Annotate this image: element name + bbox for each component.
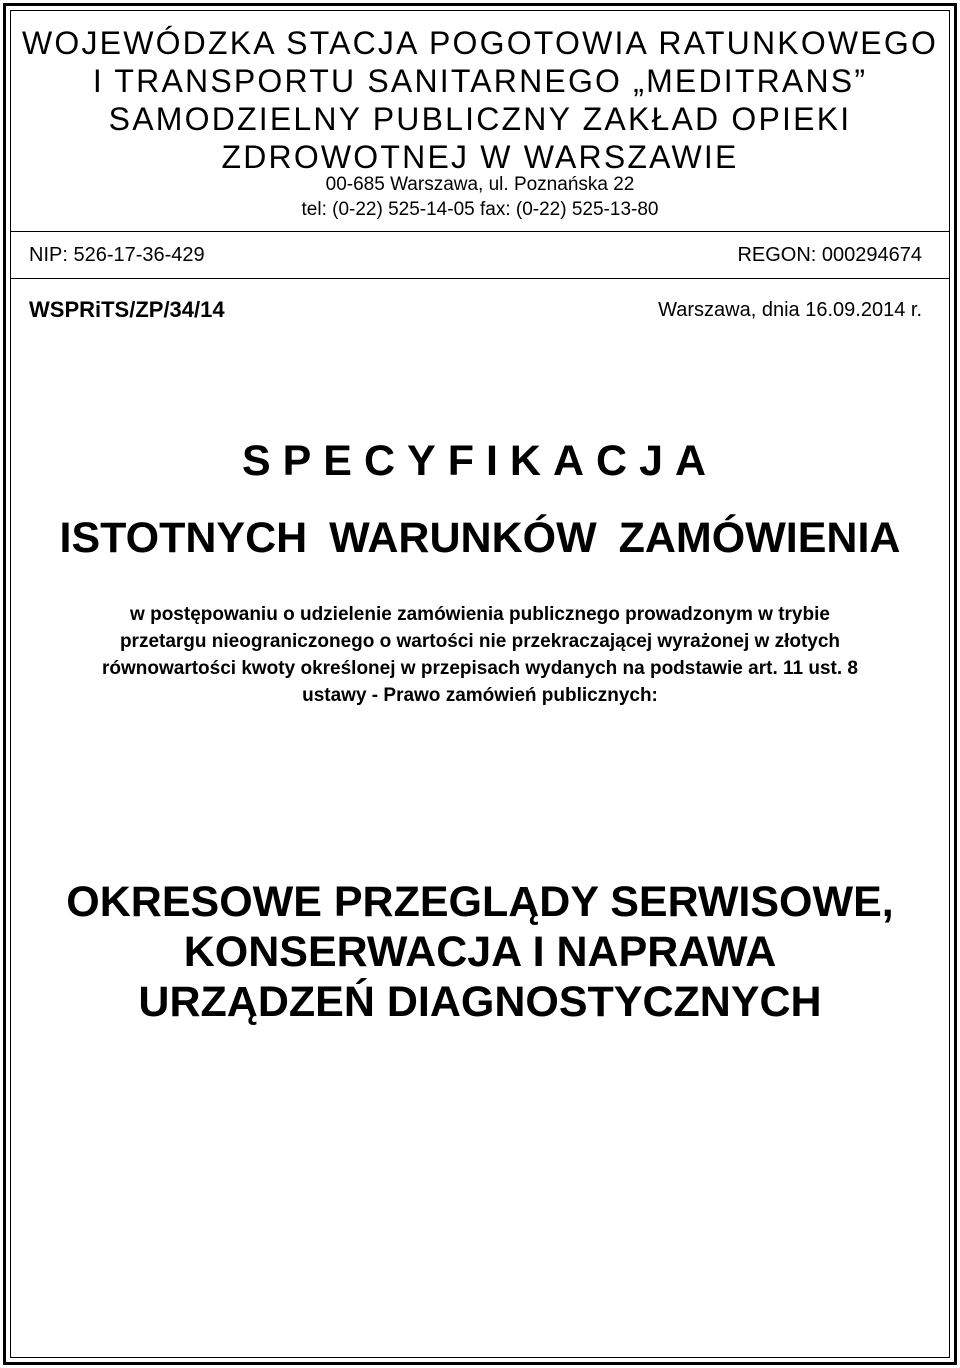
document-date: Warszawa, dnia 16.09.2014 r. bbox=[658, 298, 922, 321]
nip-number: NIP: 526-17-36-429 bbox=[29, 243, 205, 266]
institution-address: 00-685 Warszawa, ul. Poznańska 22 bbox=[325, 174, 635, 195]
tax-ids-row bbox=[10, 232, 950, 278]
procurement-subject-line-3: URZĄDZEŃ DIAGNOSTYCZNYCH bbox=[138, 978, 822, 1026]
reference-number: WSPRiTS/ZP/34/14 bbox=[29, 297, 225, 322]
intro-line-4: ustawy - Prawo zamówień publicznych: bbox=[302, 685, 658, 706]
intro-line-3: równowartości kwoty określonej w przepisach wydanych na podstawie art. 11 ust. 8 bbox=[101, 658, 858, 679]
regon-number: REGON: 000294674 bbox=[737, 243, 922, 266]
institution-name-line-2: I TRANSPORTU SANITARNEGO „MEDITRANS” bbox=[92, 63, 868, 99]
institution-name-line-1: WOJEWÓDZKA STACJA POGOTOWIA RATUNKOWEGO bbox=[21, 25, 939, 61]
document-subtitle: ISTOTNYCH WARUNKÓW ZAMÓWIENIA bbox=[59, 514, 901, 562]
intro-line-1: w postępowaniu o udzielenie zamówienia publicznego prowadzonym w trybie bbox=[130, 604, 830, 625]
document-title: SPECYFIKACJA bbox=[241, 437, 719, 485]
institution-phone-fax: tel: (0-22) 525-14-05 fax: (0-22) 525-13-80 bbox=[301, 199, 659, 220]
procurement-subject-line-1: OKRESOWE PRZEGLĄDY SERWISOWE, bbox=[66, 878, 894, 926]
procurement-subject-line-2: KONSERWACJA I NAPRAWA bbox=[183, 928, 777, 976]
reference-row bbox=[10, 293, 950, 327]
institution-name-line-4: ZDROWOTNEJ W WARSZAWIE bbox=[221, 139, 739, 175]
intro-line-2: przetargu nieograniczonego o wartości nie przekraczającej wyrażonej w złotych bbox=[119, 631, 841, 652]
header-divider-bottom bbox=[10, 278, 950, 279]
institution-name-line-3: SAMODZIELNY PUBLICZNY ZAKŁAD OPIEKI bbox=[108, 101, 852, 137]
